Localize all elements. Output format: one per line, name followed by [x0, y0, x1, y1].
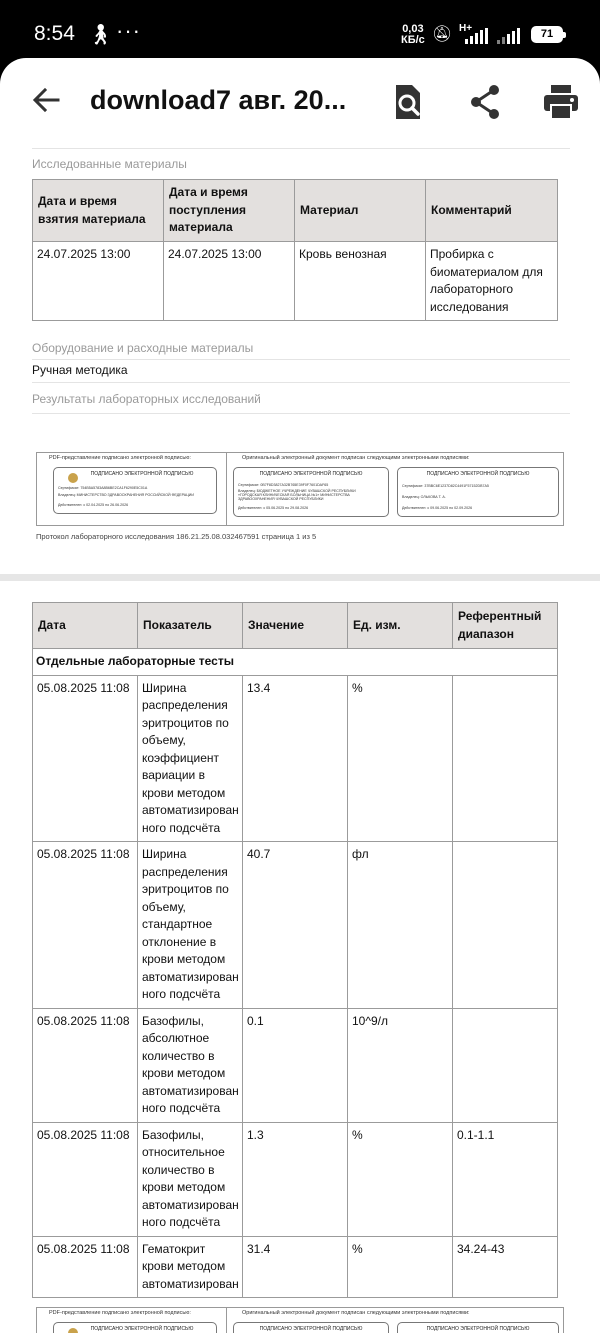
- unit-cell: %: [348, 1236, 453, 1298]
- more-notifications-icon: ···: [116, 18, 141, 43]
- table-row: [33, 842, 558, 1009]
- walking-icon: 🚶︎: [88, 24, 114, 46]
- status-time: 8:54: [34, 22, 75, 45]
- back-arrow-icon[interactable]: [28, 82, 64, 118]
- column-header: Референтный диапазон: [453, 603, 558, 649]
- parameter-cell: Базофилы, относительное количество в крови методом автоматизирован ного подсчёта: [138, 1122, 243, 1236]
- materials-section-label: Исследованные материалы: [32, 157, 187, 171]
- signature-block: [36, 452, 564, 526]
- value-cell: 31.4: [243, 1236, 348, 1298]
- parameter-cell: Ширина распределения эритроцитов по объему, коэффициент вариации в крови методом автоматизирован ного подсчёта: [138, 675, 243, 842]
- date-cell: 05.08.2025 11:08: [33, 1236, 138, 1298]
- document-title: download7 авг. 20...: [90, 85, 347, 115]
- table-cell: Пробирка с биоматериалом для лабораторного исследования: [426, 242, 558, 321]
- value-cell: 13.4: [243, 675, 348, 842]
- date-cell: 05.08.2025 11:08: [33, 675, 138, 842]
- table-cell: 24.07.2025 13:00: [164, 242, 295, 321]
- column-header: Комментарий: [426, 180, 558, 242]
- date-cell: 05.08.2025 11:08: [33, 842, 138, 1009]
- column-header: Показатель: [138, 603, 243, 649]
- print-icon[interactable]: [541, 82, 581, 122]
- value-cell: 1.3: [243, 1122, 348, 1236]
- range-cell: 34.24-43: [453, 1236, 558, 1298]
- divider: [32, 413, 570, 414]
- network-type: H+: [459, 23, 473, 34]
- network-speed: 0,03 КБ/с: [401, 23, 425, 46]
- signature-stamp: ПОДПИСАНО ЭЛЕКТРОННОЙ ПОДПИСЬЮ Сертификат: 0B7F8D3827A32B765E39F0F7601DAF65 Владелец: БЮДЖЕТНОЕ УЧРЕЖДЕНИЕ ЧУВАШСКОЙ РЕСПУБЛИКИ «ГОРОДСКАЯ КЛИНИЧЕСКАЯ БОЛЬНИЦА №1» МИНИСТЕРСТВА ЗДРАВООХРАНЕНИЯ ЧУВАШСКОЙ РЕСПУБЛИКИ Действителен: с 05.06.2025 по 29.08.2026: [233, 467, 389, 517]
- group-header: Отдельные лабораторные тесты: [33, 649, 558, 676]
- equipment-value: Ручная методика: [32, 363, 128, 377]
- date-cell: 05.08.2025 11:08: [33, 1122, 138, 1236]
- search-document-icon[interactable]: [388, 82, 428, 122]
- results-table: [32, 602, 558, 1298]
- materials-table: [32, 179, 558, 321]
- bell-muted-icon: 🔕︎: [432, 26, 453, 43]
- divider: [226, 453, 227, 525]
- results-section-label: Результаты лабораторных исследований: [32, 392, 261, 406]
- divider: [226, 1308, 227, 1333]
- pdf-viewer: [0, 58, 600, 1333]
- date-cell: 05.08.2025 11:08: [33, 1008, 138, 1122]
- signature-left-header: PDF-представление подписано электронной подписью:: [49, 455, 191, 461]
- unit-cell: фл: [348, 842, 453, 1009]
- signature-stamp: ПОДПИСАНО ЭЛЕКТРОННОЙ ПОДПИСЬЮ: [53, 1322, 217, 1333]
- table-row: [33, 675, 558, 842]
- value-cell: 0.1: [243, 1008, 348, 1122]
- equipment-section-label: Оборудование и расходные материалы: [32, 341, 254, 355]
- toolbar: [0, 58, 600, 148]
- pdf-page-2: [0, 581, 600, 1333]
- column-header: Значение: [243, 603, 348, 649]
- column-header: Дата и время взятия материала: [33, 180, 164, 242]
- value-cell: 40.7: [243, 842, 348, 1009]
- parameter-cell: Гематокрит крови методом автоматизирован: [138, 1236, 243, 1298]
- column-header: Материал: [295, 180, 426, 242]
- divider: [32, 148, 570, 149]
- battery-icon: 71: [531, 26, 563, 43]
- pdf-page-1: [0, 148, 600, 574]
- signature-stamp: ПОДПИСАНО ЭЛЕКТРОННОЙ ПОДПИСЬЮ Сертификат: 37BBC6E1237D82C4491F57152DB7A5 Владелец: ОЛЬКОВА Т. А. Действителен: с 09.06.2025 по 02.09.2026: [397, 467, 559, 517]
- parameter-cell: Базофилы, абсолютное количество в крови методом автоматизирован ного подсчёта: [138, 1008, 243, 1122]
- signature-block-2: PDF-представление подписано электронной подписью: Оригинальный электронный документ подписан следующими электронными подписями: ПОДПИСАНО ЭЛЕКТРОННОЙ ПОДПИСЬЮ ПОДПИСАНО ЭЛЕКТРОННОЙ ПОДПИСЬЮ ПОДПИСАНО ЭЛЕКТРОННОЙ ПОДПИСЬЮ: [36, 1307, 564, 1333]
- signature-stamp: ПОДПИСАНО ЭЛЕКТРОННОЙ ПОДПИСЬЮ: [233, 1322, 389, 1333]
- range-cell: 0.1-1.1: [453, 1122, 558, 1236]
- share-icon[interactable]: [465, 82, 505, 122]
- table-cell: 24.07.2025 13:00: [33, 242, 164, 321]
- status-bar: [0, 0, 600, 62]
- table-row: [33, 1236, 558, 1298]
- range-cell: [453, 675, 558, 842]
- protocol-footer: Протокол лабораторного исследования 186.21.25.08.032467591 страница 1 из 5: [36, 532, 317, 541]
- signature-stamp: ПОДПИСАНО ЭЛЕКТРОННОЙ ПОДПИСЬЮ: [397, 1322, 559, 1333]
- table-row: [33, 1008, 558, 1122]
- page-separator: [0, 574, 600, 581]
- range-cell: [453, 842, 558, 1009]
- parameter-cell: Ширина распределения эритроцитов по объему, стандартное отклонение в крови методом автоматизирован ного подсчёта: [138, 842, 243, 1009]
- divider: [32, 359, 570, 360]
- signature-stamp: ПОДПИСАНО ЭЛЕКТРОННОЙ ПОДПИСЬЮ Сертификат: 754B5A5783A8B6BE2CA1F6290E5C01A Владелец: МИНИСТЕРСТВО ЗДРАВООХРАНЕНИЯ РОССИЙСКОЙ ФЕДЕРАЦИИ Действителен: с 02.04.2025 по 26.06.2026: [53, 467, 217, 514]
- table-cell: Кровь венозная: [295, 242, 426, 321]
- unit-cell: %: [348, 675, 453, 842]
- divider: [32, 382, 570, 383]
- unit-cell: 10^9/л: [348, 1008, 453, 1122]
- table-row: [33, 1122, 558, 1236]
- unit-cell: %: [348, 1122, 453, 1236]
- signature-right-header: Оригинальный электронный документ подписан следующими электронными подписями:: [242, 455, 470, 461]
- column-header: Ед. изм.: [348, 603, 453, 649]
- column-header: Дата: [33, 603, 138, 649]
- range-cell: [453, 1008, 558, 1122]
- column-header: Дата и время поступления материала: [164, 180, 295, 242]
